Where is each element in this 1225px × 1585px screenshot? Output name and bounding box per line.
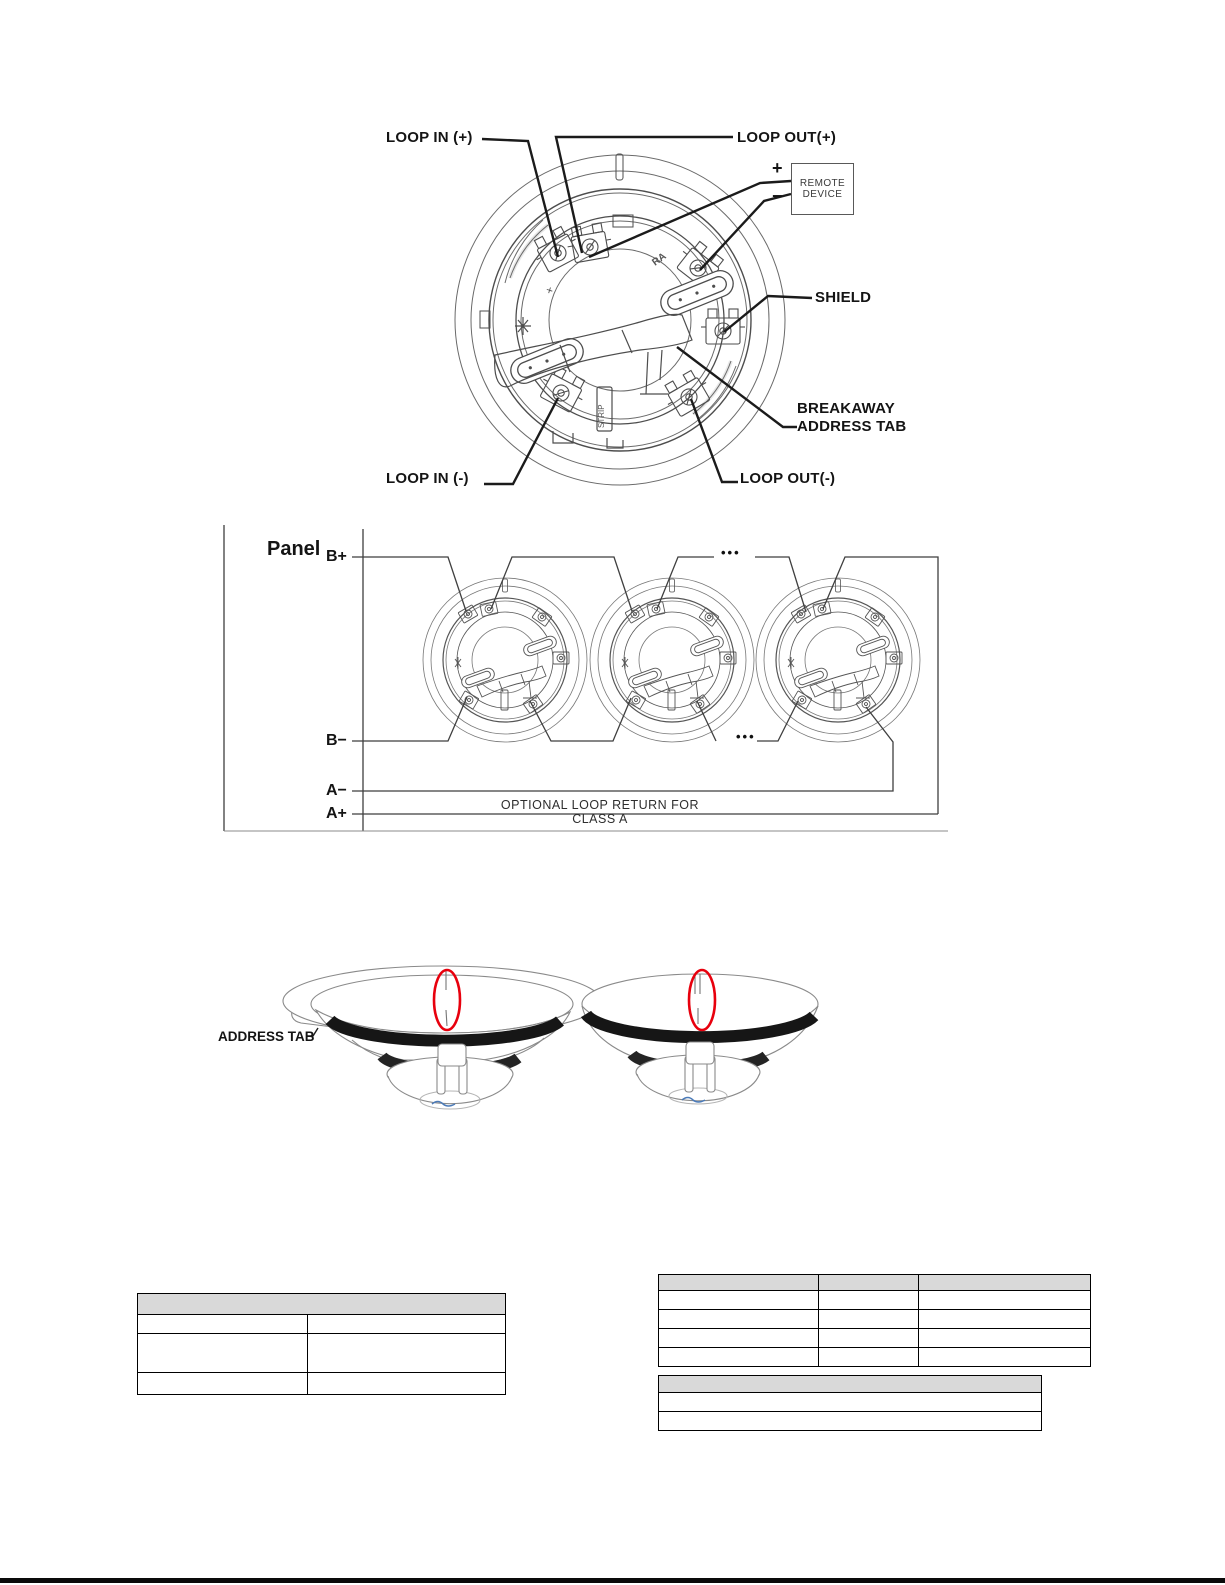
table-row bbox=[659, 1310, 1091, 1329]
terminal-a-minus: A− bbox=[326, 782, 347, 799]
figure-base-diagram bbox=[455, 137, 812, 485]
callout-loop-out-minus: LOOP OUT(-) bbox=[740, 470, 836, 487]
table-cell bbox=[308, 1373, 506, 1395]
terminal-b-plus: B+ bbox=[326, 548, 347, 565]
table-cell bbox=[138, 1315, 308, 1334]
callout-loop-in-minus: LOOP IN (-) bbox=[386, 470, 469, 487]
class-a-note: OPTIONAL LOOP RETURN FOR CLASS A bbox=[500, 798, 700, 826]
table-cell bbox=[659, 1393, 1042, 1412]
ellipsis-bottom: ••• bbox=[736, 729, 756, 744]
plus-marking: + bbox=[544, 282, 556, 299]
table-cell bbox=[819, 1291, 919, 1310]
remote-device-line2: DEVICE bbox=[802, 189, 843, 200]
remote-plus-sign: + bbox=[772, 158, 783, 178]
table-cell bbox=[819, 1329, 919, 1348]
table-cell bbox=[659, 1329, 819, 1348]
table-cell bbox=[659, 1412, 1042, 1431]
detector-image-right bbox=[582, 970, 818, 1104]
strip-marking: STRIP bbox=[597, 404, 606, 428]
callout-breakaway-address-tab bbox=[797, 400, 906, 436]
remote-minus-sign: − bbox=[772, 186, 783, 206]
table-row bbox=[138, 1334, 506, 1373]
table-cell bbox=[659, 1348, 819, 1367]
table-header-row bbox=[659, 1275, 1091, 1291]
terminal-b-minus: B− bbox=[326, 732, 347, 749]
table-row bbox=[659, 1348, 1091, 1367]
panel-label: Panel bbox=[267, 538, 321, 560]
table-row bbox=[659, 1329, 1091, 1348]
table-cell bbox=[308, 1315, 506, 1334]
detector-image-left bbox=[283, 966, 601, 1109]
callout-loop-out-plus: LOOP OUT(+) bbox=[737, 129, 837, 146]
table-row bbox=[138, 1315, 506, 1334]
table-cell bbox=[919, 1348, 1091, 1367]
table-cell bbox=[819, 1348, 919, 1367]
table-row bbox=[659, 1393, 1042, 1412]
table-right-top bbox=[658, 1274, 1091, 1367]
callout-shield: SHIELD bbox=[815, 289, 872, 306]
table-cell bbox=[659, 1310, 819, 1329]
table-cell bbox=[138, 1334, 308, 1373]
ra-marking: RA bbox=[650, 251, 669, 269]
table-cell bbox=[919, 1291, 1091, 1310]
table-right-bottom-header bbox=[659, 1376, 1042, 1393]
table-cell bbox=[819, 1275, 919, 1291]
remote-device-line1: REMOTE bbox=[799, 178, 846, 189]
terminal-a-plus: A+ bbox=[326, 805, 347, 822]
table-cell bbox=[308, 1334, 506, 1373]
table-right-bottom bbox=[658, 1375, 1042, 1431]
breakaway-line2: ADDRESS TAB bbox=[797, 418, 907, 435]
address-tab-label: ADDRESS TAB bbox=[218, 1029, 315, 1044]
table-left bbox=[137, 1293, 506, 1395]
callout-loop-in-plus: LOOP IN (+) bbox=[386, 129, 473, 146]
breakaway-line1: BREAKAWAY bbox=[797, 400, 895, 417]
table-cell bbox=[919, 1329, 1091, 1348]
table-cell bbox=[659, 1275, 819, 1291]
table-row bbox=[138, 1373, 506, 1395]
table-cell bbox=[919, 1310, 1091, 1329]
table-cell bbox=[138, 1373, 308, 1395]
table-cell bbox=[819, 1310, 919, 1329]
table-left-header bbox=[138, 1294, 506, 1315]
ellipsis-top: ••• bbox=[721, 545, 741, 560]
table-cell bbox=[659, 1291, 819, 1310]
page-footer-bar bbox=[0, 1578, 1225, 1583]
remote-device-box bbox=[791, 163, 854, 215]
table-cell bbox=[919, 1275, 1091, 1291]
table-row bbox=[659, 1412, 1042, 1431]
table-row bbox=[659, 1291, 1091, 1310]
